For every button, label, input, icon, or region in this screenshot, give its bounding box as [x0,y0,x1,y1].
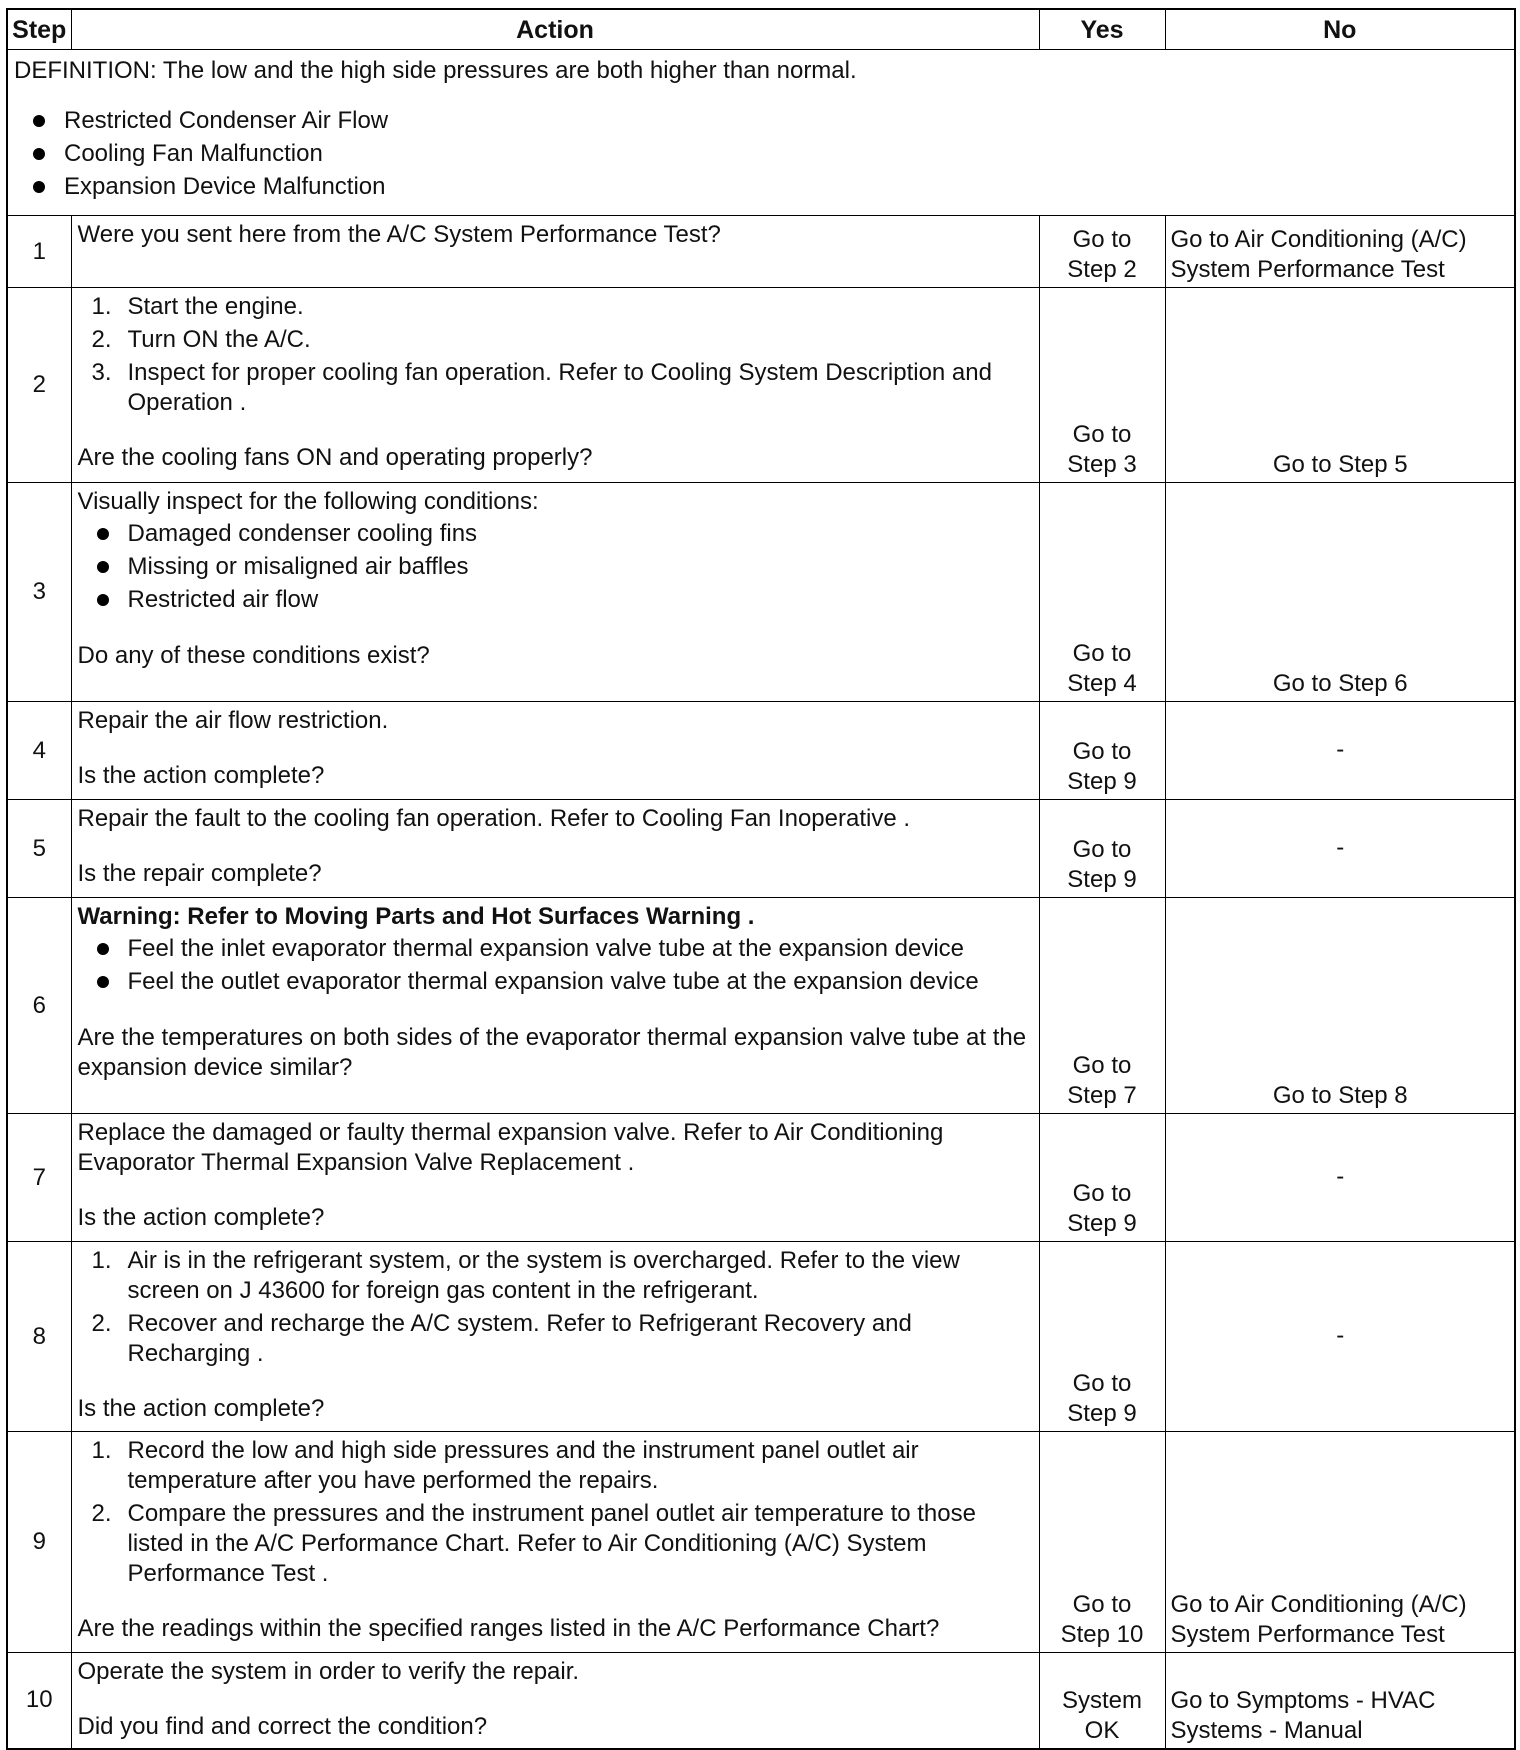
header-yes: Yes [1039,9,1165,50]
step-yes [1039,1432,1165,1653]
yes-line: Step 9 [1067,866,1137,893]
yes-line: Go to [1072,640,1132,667]
definition-row [7,50,1515,216]
step-question: Are the readings within the specified ranges listed in the A/C Performance Chart? [77,1615,940,1642]
step-row-10 [7,1653,1515,1749]
step-bullet: Feel the outlet evaporator thermal expansion valve tube at the expansion device [78,965,1033,998]
yes-line: Step 3 [1067,451,1137,478]
step-list-item: Record the low and high side pressures and the instrument panel outlet air temperature after you have performed the repairs. [127,1437,919,1494]
step-yes [1039,216,1165,288]
step-question: Are the cooling fans ON and operating properly? [77,444,593,471]
definition-cell [7,50,1515,216]
yes-line: Step 10 [1060,1621,1144,1648]
step-row-8 [7,1242,1515,1432]
step-intro: Visually inspect for the following conditions: [77,488,539,515]
step-row-1 [7,216,1515,288]
step-yes [1039,1242,1165,1432]
step-row-3 [7,483,1515,702]
step-no [1165,1432,1515,1653]
step-list-item: Air is in the refrigerant system, or the system is overcharged. Refer to the view screen on J 43600 for foreign gas content in the refrigerant. [127,1247,960,1304]
step-bullet: Restricted air flow [78,583,1033,616]
yes-line: Go to [1072,1591,1132,1618]
step-yes [1039,702,1165,800]
step-action [71,898,1039,1114]
step-action [71,288,1039,483]
yes-line: OK [1084,1716,1120,1744]
header-no: No [1165,9,1515,50]
step-question: Is the action complete? [77,762,325,789]
header-row [7,9,1515,50]
step-no: - [1165,702,1515,800]
step-number: 8 [7,1242,71,1432]
yes-line: Go to [1072,836,1132,863]
step-number: 1 [7,216,71,288]
step-question: Did you find and correct the condition? [77,1713,488,1740]
step-yes [1039,1653,1165,1749]
step-list-item: Start the engine. [127,293,304,320]
step-bullets [78,517,1033,616]
step-bullets [78,932,1033,998]
step-yes [1039,898,1165,1114]
step-action [71,1432,1039,1653]
step-bullet: Feel the inlet evaporator thermal expansion valve tube at the expansion device [78,932,1033,965]
step-question: Is the repair complete? [77,860,322,887]
no-line: System Performance Test [1170,1621,1445,1648]
step-row-9 [7,1432,1515,1653]
yes-line: Step 7 [1067,1082,1137,1109]
step-intro: Operate the system in order to verify the repair. [77,1658,580,1685]
step-action [71,483,1039,702]
step-no [1165,216,1515,288]
step-bullet: Damaged condenser cooling fins [78,517,1033,550]
step-number: 7 [7,1114,71,1242]
yes-line: Go to [1072,226,1132,253]
step-action [71,1114,1039,1242]
step-row-7 [7,1114,1515,1242]
no-line: Go to Symptoms - HVAC [1170,1686,1436,1714]
step-list-item: Recover and recharge the A/C system. Refer to Refrigerant Recovery and Recharging . [127,1310,912,1367]
step-row-4 [7,702,1515,800]
step-number: 5 [7,800,71,898]
step-question: Were you sent here from the A/C System Performance Test? [77,221,721,248]
no-line: System Performance Test [1170,256,1445,283]
step-question: Is the action complete? [77,1204,325,1231]
yes-line: Step 9 [1067,1400,1137,1427]
yes-line: Step 9 [1067,768,1137,795]
step-number: 9 [7,1432,71,1653]
step-number: 6 [7,898,71,1114]
step-list [78,1436,1033,1589]
step-list-item: Inspect for proper cooling fan operation. Refer to Cooling System Description and Operation . [127,359,992,416]
step-intro: Repair the air flow restriction. [77,707,389,734]
step-list-item: Compare the pressures and the instrument panel outlet air temperature to those listed in the A/C Performance Chart. Refer to Air Conditioning (A/C) System Performance Test . [127,1500,976,1587]
definition-text: DEFINITION: The low and the high side pressures are both higher than normal. [14,57,857,84]
step-action [71,800,1039,898]
step-question: Are the temperatures on both sides of the evaporator thermal expansion valve tube at the expansion device similar? [77,1024,1027,1081]
step-intro: Repair the fault to the cooling fan operation. Refer to Cooling Fan Inoperative . [77,805,911,832]
definition-bullet: Expansion Device Malfunction [14,170,1508,203]
yes-line: Step 2 [1067,256,1137,283]
step-action [71,1242,1039,1432]
step-question: Do any of these conditions exist? [77,642,430,669]
no-line: Systems - Manual [1170,1716,1363,1744]
step-number: 4 [7,702,71,800]
step-action [71,1653,1039,1749]
yes-line: Go to [1072,738,1132,765]
definition-bullet: Cooling Fan Malfunction [14,137,1508,170]
yes-line: Go to [1072,1052,1132,1079]
step-no: - [1165,1114,1515,1242]
warning-text: Warning: Refer to Moving Parts and Hot Surfaces Warning . [77,903,755,930]
yes-line: Go to [1072,421,1132,448]
step-no: - [1165,800,1515,898]
no-line: Go to Air Conditioning (A/C) [1170,1591,1467,1618]
no-line: Go to Air Conditioning (A/C) [1170,226,1467,253]
step-number: 10 [7,1653,71,1749]
yes-line: System [1061,1686,1142,1714]
header-action: Action [71,9,1039,50]
step-no: Go to Step 6 [1165,483,1515,702]
step-no [1165,1653,1515,1749]
yes-line: Go to [1072,1180,1132,1207]
step-yes [1039,288,1165,483]
definition-bullets [14,104,1508,203]
yes-line: Step 4 [1067,670,1137,697]
step-yes [1039,800,1165,898]
diagnostic-table [6,8,1516,1750]
definition-bullet: Restricted Condenser Air Flow [14,104,1508,137]
step-list-item: Turn ON the A/C. [127,326,311,353]
step-row-5 [7,800,1515,898]
step-action [71,702,1039,800]
yes-line: Step 9 [1067,1210,1137,1237]
step-number: 3 [7,483,71,702]
step-list [78,1246,1033,1369]
header-step: Step [7,9,71,50]
yes-line: Go to [1072,1370,1132,1397]
step-no: Go to Step 8 [1165,898,1515,1114]
step-row-2 [7,288,1515,483]
step-yes [1039,483,1165,702]
step-row-6 [7,898,1515,1114]
step-no: - [1165,1242,1515,1432]
step-intro: Replace the damaged or faulty thermal expansion valve. Refer to Air Conditioning Evaporator Thermal Expansion Valve Replacement . [77,1119,944,1176]
step-question: Is the action complete? [77,1395,325,1422]
step-number: 2 [7,288,71,483]
step-no: Go to Step 5 [1165,288,1515,483]
step-yes [1039,1114,1165,1242]
step-list [78,292,1033,418]
step-action [71,216,1039,288]
step-bullet: Missing or misaligned air baffles [78,550,1033,583]
